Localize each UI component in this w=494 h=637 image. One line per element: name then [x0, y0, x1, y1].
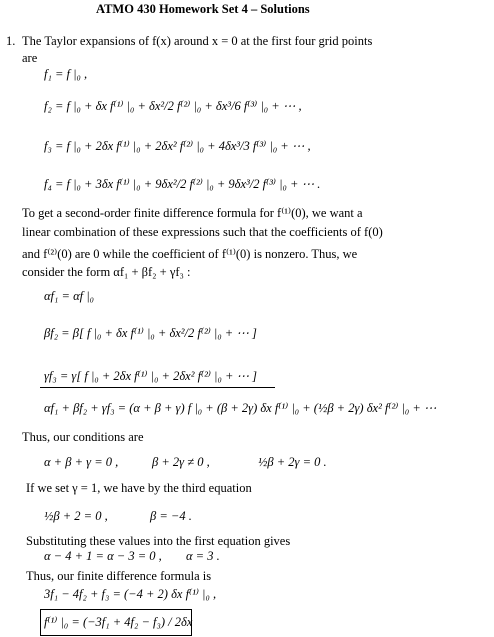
equation-final-formula: f⁽¹⁾ |₀ = (−3f₁ + 4f₂ − f₃) / 2δx: [44, 615, 193, 629]
equation-half-beta: ½β + 2 = 0 ,: [44, 509, 108, 523]
intro-line-1: The Taylor expansions of f(x) around x = 0 at the first four grid points: [22, 34, 373, 48]
equation-sum: αf₁ + βf₂ + γf₃ = (α + β + γ) f |₀ + (β + 2γ) δx f⁽¹⁾ |₀ + (½β + 2γ) δx² f⁽²⁾ |₀ + ⋯: [44, 401, 437, 415]
equation-alpha-value: α = 3 .: [186, 549, 220, 563]
problem-number: 1.: [6, 34, 16, 48]
equation-f4: f₄ = f |₀ + 3δx f⁽¹⁾ |₀ + 9δx²/2 f⁽²⁾ |₀ + 9δx³/2 f⁽³⁾ |₀ + ⋯ .: [44, 177, 321, 191]
intro-line-2: are: [22, 51, 38, 65]
conditions-intro: Thus, our conditions are: [22, 430, 144, 444]
condition-1: α + β + γ = 0 ,: [44, 455, 119, 469]
condition-2: β + 2γ ≠ 0 ,: [152, 455, 210, 469]
equation-f1: f₁ = f |₀ ,: [44, 67, 88, 81]
paragraph-line-1: To get a second-order finite difference formula for f⁽¹⁾(0), we want a: [22, 206, 363, 220]
paragraph-line-3: and f⁽²⁾(0) are 0 while the coefficient of f⁽¹⁾(0) is nonzero. Thus, we: [22, 247, 358, 261]
set-gamma-text: If we set γ = 1, we have by the third equation: [26, 481, 252, 495]
equation-alpha-sum: α − 4 + 1 = α − 3 = 0 ,: [44, 549, 162, 563]
equation-alpha-f1: αf₁ = αf |₀: [44, 289, 95, 303]
equation-f2: f₂ = f |₀ + δx f⁽¹⁾ |₀ + δx²/2 f⁽²⁾ |₀ + δx³/6 f⁽³⁾ |₀ + ⋯ ,: [44, 99, 302, 113]
paragraph-line-4: consider the form αf₁ + βf₂ + γf₃ :: [22, 265, 191, 279]
equation-final-combination: 3f₁ − 4f₂ + f₃ = (−4 + 2) δx f⁽¹⁾ |₀ ,: [44, 587, 217, 601]
final-intro: Thus, our finite difference formula is: [26, 569, 212, 583]
condition-3: ½β + 2γ = 0 .: [258, 455, 327, 469]
page-title: ATMO 430 Homework Set 4 – Solutions: [96, 2, 310, 16]
equation-beta-value: β = −4 .: [150, 509, 192, 523]
equation-f3: f₃ = f |₀ + 2δx f⁽¹⁾ |₀ + 2δx² f⁽²⁾ |₀ + 4δx³/3 f⁽³⁾ |₀ + ⋯ ,: [44, 139, 311, 153]
paragraph-line-2: linear combination of these expressions such that the coefficients of f(0): [22, 225, 383, 239]
sum-underline: [40, 387, 275, 388]
equation-beta-f2: βf₂ = β[ f |₀ + δx f⁽¹⁾ |₀ + δx²/2 f⁽²⁾ |₀ + ⋯ ]: [44, 326, 257, 340]
substitution-text: Substituting these values into the first equation gives: [26, 534, 291, 548]
equation-gamma-f3: γf₃ = γ[ f |₀ + 2δx f⁽¹⁾ |₀ + 2δx² f⁽²⁾ |₀ + ⋯ ]: [44, 369, 258, 383]
